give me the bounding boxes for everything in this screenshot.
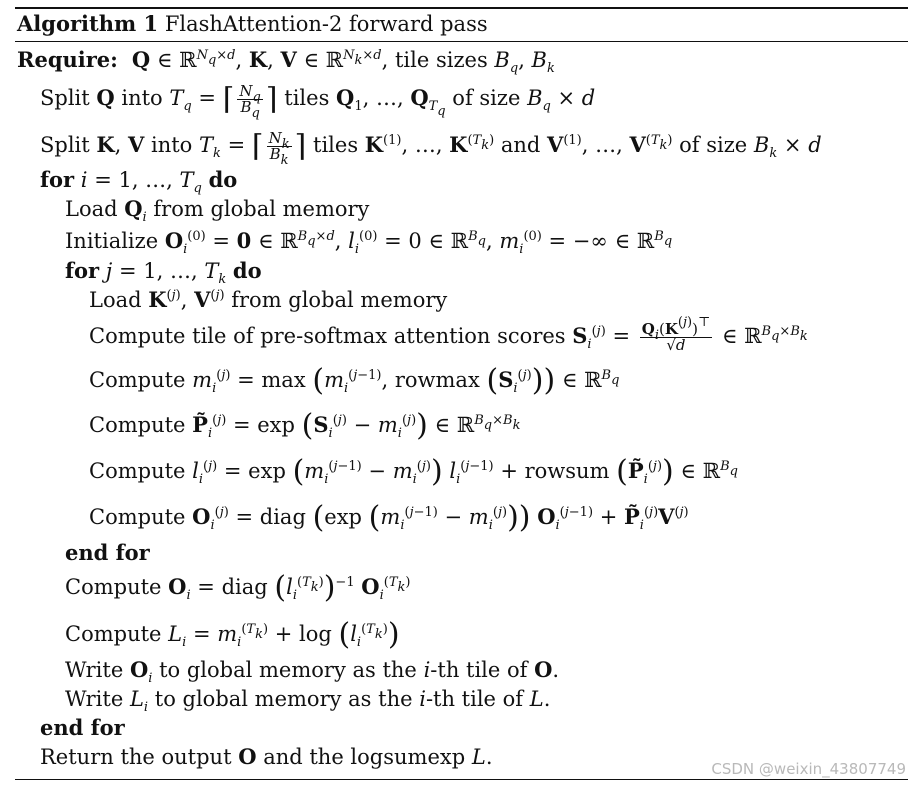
- end-for-j-line: end for: [65, 540, 150, 565]
- compute-p-line: Compute $P̃_i^{(j)} = \exp (S_i^{(j)} - m_i^{(j)})$ ∈ ℝ$^{B_q\times B_k}$: [89, 408, 521, 443]
- bottom-rule: [15, 779, 908, 780]
- algorithm-label: Algorithm 1: [17, 11, 159, 36]
- require-tile-sizes: tile sizes: [394, 48, 488, 72]
- require-line: Require: Q ∈ ℝ$^{N_q\times d}$, K, V ∈ ℝ$^{N_k\times d}$, tile sizes $B_q$, $B_k$: [17, 47, 555, 76]
- compute-oi-line: Compute $O_i$ = diag $(l_i^{(T_k)})^{-1}$ $O_i^{(T_k)}$: [65, 570, 411, 605]
- end-for-i-line: end for: [40, 715, 125, 740]
- load-kv-line: Load $K^{(j)}$, $V^{(j)}$ from global memory: [89, 287, 448, 312]
- write-l-line: Write $L_i$ to global memory as the i-th tile of L.: [65, 687, 551, 715]
- compute-o-line: Compute $O_i^{(j)}$ = diag (exp $(m_i^{(j-1)} - m_i^{(j)})$) $O_i^{(j-1)}$ + $P̃_i^{(j)}V^{(j)}$: [89, 500, 689, 535]
- split-kv-line: Split K, V into $T_k$ = ⌈ $\frac{N_k}{B_k}$ ⌉ tiles $K^{(1)}$, …, $K^{(T_k)}$ and $V^{(1)}$, …, $V^{(T_k)}$ of size $B_k \times d$: [40, 129, 822, 168]
- for-i-line: for i = 1, …, $T_q$ do: [40, 167, 238, 196]
- top-rule: [15, 7, 908, 9]
- watermark: CSDN @weixin_43807749: [711, 760, 906, 778]
- for-j-line: for j = 1, …, $T_k$ do: [65, 258, 262, 287]
- load-q-line: Load $Q_i$ from global memory: [65, 196, 370, 225]
- compute-m-line: Compute $m_i^{(j)} = \max (m_i^{(j-1)}$, rowmax $(S_i^{(j)})$) ∈ ℝ$^{B_q}$: [89, 363, 620, 398]
- algorithm-title: FlashAttention-2 forward pass: [164, 12, 488, 36]
- compute-l-line: Compute $l_i^{(j)} = \exp (m_i^{(j-1)} - m_i^{(j)}) l_i^{(j-1)}$ + rowsum $(P̃_i^{(j)})$ ∈ ℝ$^{B_q}$: [89, 454, 738, 489]
- write-o-line: Write $O_i$ to global memory as the i-th tile of O.: [65, 657, 560, 686]
- compute-li-line: Compute $L_i = m_i^{(T_k)} + \log (l_i^{(T_k)})$: [65, 617, 400, 652]
- return-line: Return the output O and the logsumexp L.: [40, 744, 493, 769]
- caption-rule: [15, 41, 908, 42]
- initialize-line: Initialize $O_i^{(0)} = 0$ ∈ ℝ$^{B_q\times d}$, $l_i^{(0)} = 0$ ∈ ℝ$^{B_q}$, $m_i^{(0)}$ = −∞ ∈ ℝ$^{B_q}$: [65, 228, 673, 257]
- split-q-line: Split Q into $T_q$ = ⌈ $\frac{N_q}{B_q}$ ⌉ tiles $Q_1$, …, $Q_{T_q}$ of size $B_q \times d$: [40, 82, 596, 121]
- compute-scores-line: Compute tile of pre-softmax attention scores $S_i^{(j)}$ = $\frac{Q_i(K^{(j)})^⊤}{√d}$ ∈ ℝ$^{B_q\times B_k}$: [89, 315, 808, 354]
- algorithm-caption: [17, 11, 488, 36]
- require-keyword: Require:: [17, 47, 118, 72]
